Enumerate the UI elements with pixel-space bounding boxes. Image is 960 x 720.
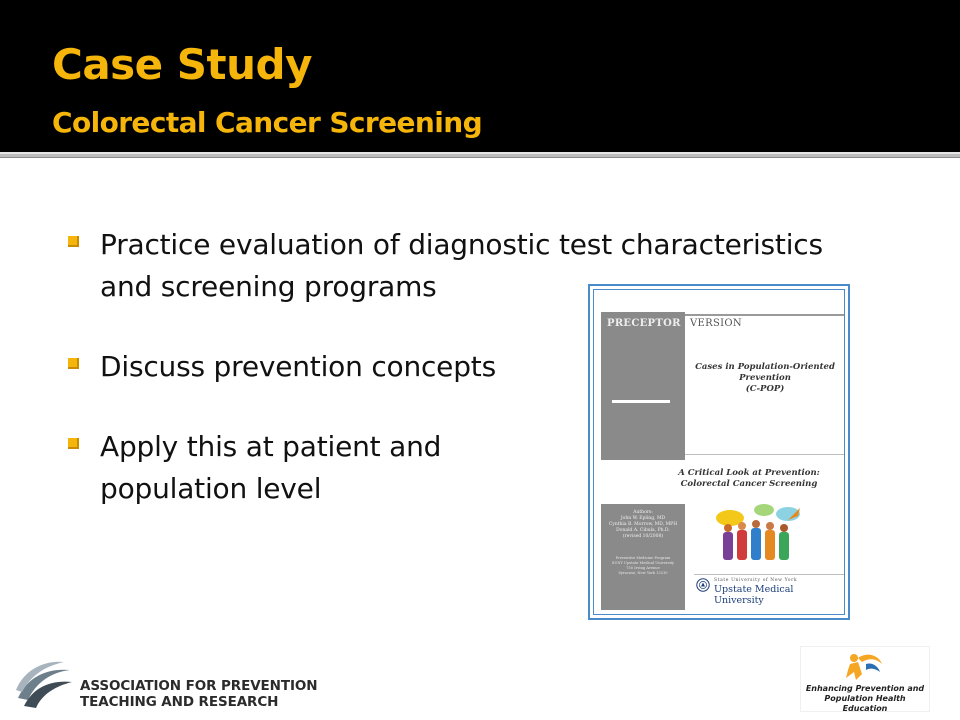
title-divider [0, 152, 960, 158]
slide-subtitle: Colorectal Cancer Screening [52, 106, 483, 139]
cover-dash [612, 400, 670, 403]
cover-address-line: 750 Irving Avenue [626, 566, 660, 570]
cover-rule [694, 574, 844, 575]
bullet-text-continued: population level [100, 472, 322, 505]
cover-case-title [654, 468, 844, 490]
aptr-swoosh-logo [14, 660, 74, 710]
cover-version-label: VERSION [690, 318, 742, 329]
aptr-wordmark-line: ASSOCIATION FOR PREVENTION [80, 678, 318, 694]
ep-figure-icon [836, 650, 886, 682]
aptr-wordmark-line: TEACHING AND RESEARCH [80, 694, 279, 710]
cover-case-line: Colorectal Cancer Screening [680, 479, 818, 489]
cover-suny-label: State University of New York [714, 578, 798, 583]
cover-series-line: (C-POP) [745, 384, 785, 394]
ep-wordmark-line: Enhancing Prevention and [805, 684, 925, 693]
bullet-text: Discuss prevention concepts [100, 350, 496, 383]
cover-address-line: Syracuse, New York 13210 [618, 571, 668, 575]
cover-gray-block [601, 312, 685, 460]
slide-title: Case Study [52, 40, 312, 89]
cover-preceptor-label: PRECEPTOR [607, 318, 681, 329]
cover-upstate-label: Upstate Medical University [714, 584, 794, 606]
cover-address [605, 556, 681, 576]
bullet-text-continued: and screening programs [100, 270, 437, 303]
document-cover-image [588, 284, 850, 620]
cover-address-line: SUNY Upstate Medical University [611, 561, 675, 565]
cover-series-title [690, 362, 840, 395]
university-seal-icon [696, 578, 710, 592]
cover-case-line: A Critical Look at Prevention: [678, 468, 820, 478]
aptr-wordmark [80, 678, 317, 710]
cover-series-line: Prevention [739, 373, 791, 383]
square-bullet-icon [68, 358, 79, 369]
square-bullet-icon [68, 438, 79, 449]
cover-author: Cynthia B. Morrow, MD, MPH [608, 522, 678, 527]
cover-rule [685, 314, 845, 316]
cover-rule [685, 454, 845, 455]
square-bullet-icon [68, 236, 79, 247]
cover-author: Donald A. Cibula, Ph.D. [616, 528, 670, 533]
bullet-text: Apply this at patient and [100, 430, 442, 463]
cover-author: John W. Epling, MD [620, 516, 666, 521]
ep-wordmark [802, 684, 928, 714]
cover-page [593, 289, 845, 615]
cover-authors [605, 510, 681, 540]
cover-authors-label: Authors: [633, 510, 653, 515]
cover-revised: (revised 10/2008) [622, 534, 664, 539]
cover-address-line: Preventive Medicine Program [615, 556, 671, 560]
people-group-illustration [714, 502, 806, 564]
ep-wordmark-line: Population Health Education [824, 694, 906, 713]
cover-series-line: Cases in Population-Oriented [695, 362, 835, 372]
cover-authors-block [601, 504, 685, 610]
bullet-text: Practice evaluation of diagnostic test characteristics [100, 228, 823, 261]
